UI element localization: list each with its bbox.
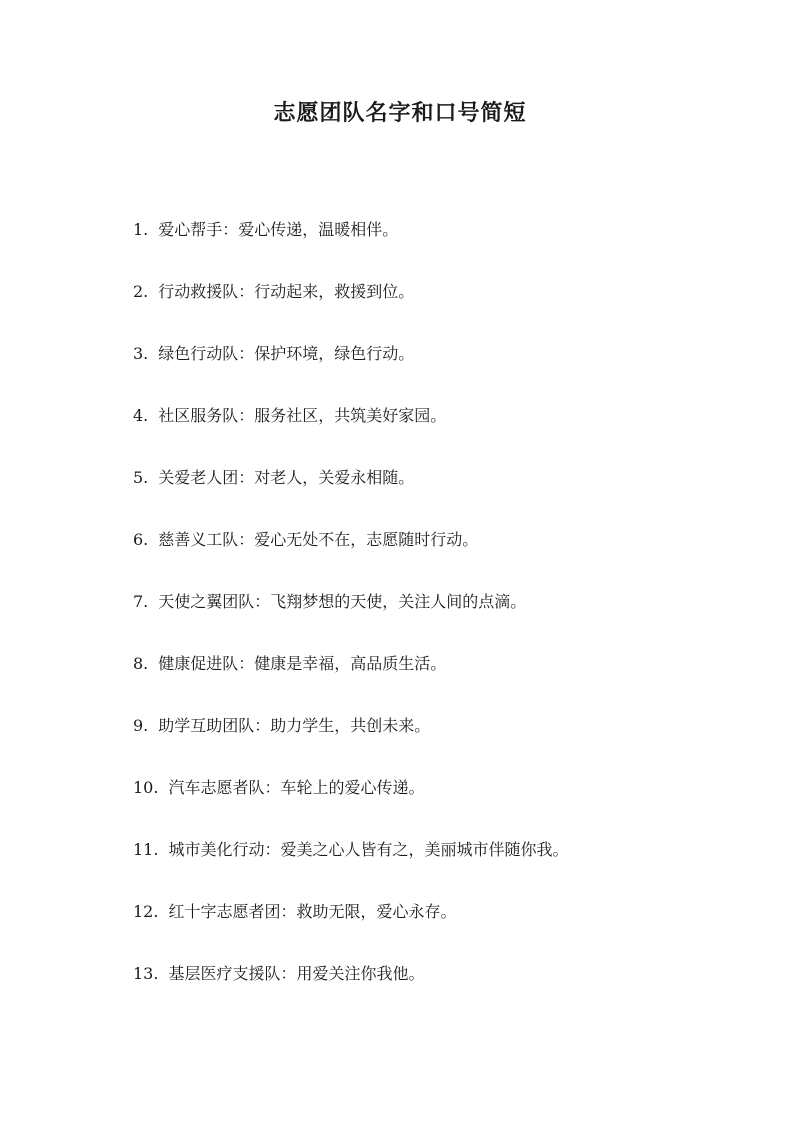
item-text: 关爱老人团：对老人，关爱永相随。	[158, 468, 415, 487]
item-number: 2.	[133, 282, 149, 301]
item-number: 11.	[133, 840, 159, 859]
item-text: 助学互助团队：助力学生，共创未来。	[158, 716, 431, 735]
item-number: 6.	[133, 530, 149, 549]
item-text: 城市美化行动：爱美之心人皆有之，美丽城市伴随你我。	[168, 840, 569, 859]
item-number: 10.	[133, 778, 159, 797]
list-item	[133, 460, 568, 522]
item-number: 1.	[133, 220, 149, 239]
list-item	[133, 770, 568, 832]
list-item	[133, 212, 568, 274]
item-text: 爱心帮手：爱心传递，温暖相伴。	[158, 220, 399, 239]
item-number: 12.	[133, 902, 159, 921]
item-text: 汽车志愿者队：车轮上的爱心传递。	[168, 778, 425, 797]
item-number: 3.	[133, 344, 149, 363]
list-item	[133, 956, 568, 1018]
page-title: 志愿团队名字和口号简短	[273, 100, 527, 126]
list-item	[133, 522, 568, 584]
item-text: 绿色行动队：保护环境，绿色行动。	[158, 344, 415, 363]
list-item	[133, 646, 568, 708]
team-list	[133, 212, 568, 1018]
list-item	[133, 336, 568, 398]
list-item	[133, 832, 568, 894]
item-text: 行动救援队：行动起来，救援到位。	[158, 282, 415, 301]
list-item	[133, 584, 568, 646]
item-number: 5.	[133, 468, 149, 487]
item-number: 13.	[133, 964, 159, 983]
list-item	[133, 894, 568, 956]
item-number: 8.	[133, 654, 149, 673]
item-text: 慈善义工队：爱心无处不在，志愿随时行动。	[158, 530, 479, 549]
item-text: 基层医疗支援队：用爱关注你我他。	[168, 964, 425, 983]
item-text: 社区服务队：服务社区，共筑美好家园。	[158, 406, 447, 425]
list-item	[133, 398, 568, 460]
item-number: 4.	[133, 406, 149, 425]
item-number: 7.	[133, 592, 149, 611]
item-text: 天使之翼团队：飞翔梦想的天使，关注人间的点滴。	[158, 592, 527, 611]
item-text: 健康促进队：健康是幸福，高品质生活。	[158, 654, 447, 673]
list-item	[133, 708, 568, 770]
item-number: 9.	[133, 716, 149, 735]
item-text: 红十字志愿者团：救助无限，爱心永存。	[168, 902, 457, 921]
list-item	[133, 274, 568, 336]
